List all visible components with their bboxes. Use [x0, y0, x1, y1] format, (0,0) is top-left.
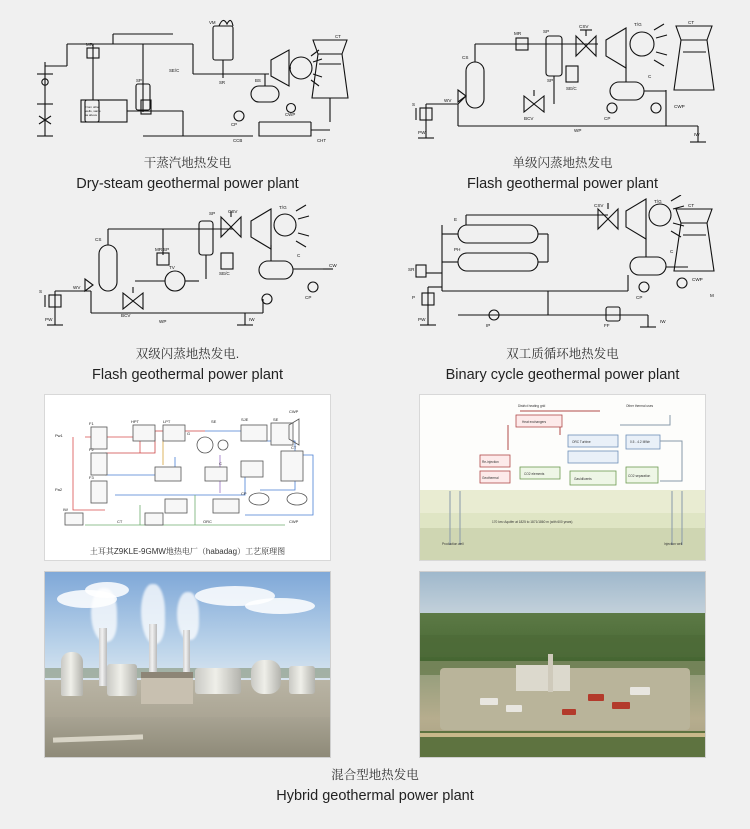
svg-text:CWP: CWP — [284, 112, 295, 117]
svg-text:S: S — [411, 102, 415, 107]
caption-cn: 单级闪蒸地热发电 — [512, 156, 613, 170]
svg-text:FF: FF — [603, 323, 610, 329]
svg-text:Pa2: Pa2 — [55, 487, 63, 493]
svg-text:MR: MR — [154, 247, 162, 253]
svg-text:CP: CP — [241, 491, 247, 497]
svg-text:T/G: T/G — [653, 199, 662, 205]
svg-text:IW: IW — [248, 317, 255, 323]
svg-text:G: G — [187, 431, 191, 437]
svg-text:CWP: CWP — [289, 409, 299, 415]
caption-cn: 双工质循环地热发电 — [506, 347, 619, 362]
svg-text:S: S — [38, 289, 42, 295]
svg-text:MR: MR — [513, 31, 521, 36]
svg-text:From other: From other — [84, 105, 100, 109]
svg-text:SP: SP — [162, 247, 169, 253]
svg-text:CWP: CWP — [289, 519, 299, 525]
svg-text:CS: CS — [461, 55, 468, 60]
caption-single-flash — [375, 154, 750, 195]
double-flash-diagram — [23, 195, 353, 345]
svg-text:Pw1: Pw1 — [55, 433, 63, 439]
svg-text:CP: CP — [230, 122, 237, 127]
svg-text:CP: CP — [635, 295, 642, 301]
svg-text:Geothermal: Geothermal — [482, 476, 499, 481]
svg-text:CSV: CSV — [227, 209, 237, 215]
svg-text:IW: IW — [63, 507, 68, 513]
caption-en: Dry-steam geothermal power plant — [76, 176, 299, 193]
svg-text:SJE: SJE — [241, 417, 249, 423]
dry-steam-svg — [23, 4, 353, 154]
caption-en: Flash geothermal power plant — [91, 367, 284, 384]
svg-text:F2: F2 — [89, 447, 94, 453]
double-flash-svg — [23, 195, 353, 345]
svg-text:WP: WP — [158, 319, 166, 325]
svg-text:CS: CS — [94, 237, 101, 243]
svg-text:170 km² Aquifer at 1825 to 187: 170 km² Aquifer at 1825 to 1871/1860 m (with 600 years) — [492, 520, 573, 525]
svg-text:SP: SP — [542, 29, 549, 34]
svg-text:CP: CP — [603, 116, 610, 121]
svg-text:PW: PW — [44, 317, 52, 323]
svg-text:PW: PW — [417, 130, 425, 135]
svg-text:WV: WV — [443, 98, 451, 103]
svg-text:C: C — [296, 253, 300, 259]
panel-binary-cycle — [375, 195, 750, 386]
svg-text:CT: CT — [117, 519, 123, 525]
caption-double-flash — [0, 345, 375, 386]
dry-steam-diagram — [23, 4, 353, 154]
svg-text:E: E — [453, 217, 457, 223]
svg-text:LPT: LPT — [163, 419, 171, 425]
svg-text:SE: SE — [273, 417, 279, 423]
hybrid-schematic-caption: 土耳其Z9KLE-9GMW地热电厂（habadag）工艺原理图 — [89, 547, 286, 557]
svg-text:WP: WP — [573, 128, 581, 133]
svg-text:M: M — [709, 293, 714, 299]
svg-text:IP: IP — [485, 323, 490, 329]
svg-text:C: C — [647, 74, 651, 79]
svg-text:SE/C: SE/C — [218, 271, 230, 277]
svg-text:F1: F1 — [89, 421, 94, 427]
svg-text:SP: SP — [546, 78, 553, 83]
svg-text:Gas/diluents: Gas/diluents — [574, 477, 592, 482]
svg-text:Production well: Production well — [442, 542, 464, 547]
hybrid-schematic-svg — [45, 395, 330, 560]
svg-text:CCB: CCB — [232, 138, 242, 143]
orc-schematic-svg — [420, 395, 705, 560]
svg-text:C: C — [219, 461, 222, 467]
caption-hybrid — [0, 766, 750, 807]
svg-text:CP: CP — [304, 295, 311, 301]
caption-cn: 双级闪蒸地热发电. — [135, 347, 240, 362]
svg-text:Re-injection: Re-injection — [482, 460, 499, 465]
panel-dry-steam — [0, 4, 375, 195]
svg-text:CT: CT — [291, 445, 297, 451]
svg-text:BCV: BCV — [120, 313, 130, 319]
svg-text:CSV: CSV — [578, 24, 588, 29]
svg-text:ORC Turbine: ORC Turbine — [572, 440, 591, 445]
svg-text:Other thermal uses: Other thermal uses — [626, 404, 654, 409]
svg-text:CT: CT — [334, 34, 341, 39]
svg-text:SE: SE — [211, 419, 217, 425]
svg-text:CT: CT — [687, 203, 694, 209]
orc-schematic-image — [419, 394, 706, 561]
svg-text:BS: BS — [254, 78, 261, 83]
panel-orc-schematic — [375, 386, 750, 561]
svg-text:as above: as above — [84, 113, 97, 117]
single-flash-svg — [398, 4, 728, 154]
panel-double-flash — [0, 195, 375, 386]
svg-text:CO2 separation: CO2 separation — [628, 474, 651, 479]
svg-text:CWP: CWP — [691, 277, 703, 283]
binary-cycle-svg — [398, 195, 728, 345]
caption-en: Hybrid geothermal power plant — [276, 788, 474, 805]
svg-text:HPT: HPT — [131, 419, 139, 425]
svg-text:CSV: CSV — [593, 203, 603, 209]
svg-text:CHT: CHT — [316, 138, 326, 143]
svg-text:SP: SP — [135, 78, 142, 83]
svg-text:District heating grid: District heating grid — [518, 404, 546, 409]
svg-text:MR: MR — [85, 42, 93, 47]
binary-cycle-diagram — [398, 195, 728, 345]
svg-text:F3: F3 — [89, 475, 94, 481]
svg-text:IW: IW — [693, 132, 700, 137]
panel-photo-plant — [0, 561, 375, 758]
svg-text:SE/C: SE/C — [565, 86, 577, 91]
caption-cn: 干蒸汽地热发电 — [143, 156, 232, 170]
caption-dry-steam — [0, 154, 375, 195]
svg-text:SR: SR — [407, 267, 414, 273]
svg-text:VM: VM — [208, 20, 216, 25]
svg-text:wells, same: wells, same — [84, 109, 101, 113]
svg-text:ORC: ORC — [203, 519, 212, 525]
svg-text:C: C — [669, 249, 673, 255]
svg-text:BCV: BCV — [523, 116, 533, 121]
caption-binary-cycle — [375, 345, 750, 386]
caption-cn: 混合型地热发电 — [331, 768, 419, 783]
svg-text:TV: TV — [168, 265, 175, 271]
svg-text:T/G: T/G — [633, 22, 642, 27]
svg-text:SE/C: SE/C — [168, 68, 179, 73]
svg-text:Heat exchangers: Heat exchangers — [522, 420, 547, 425]
svg-text:CT: CT — [687, 20, 694, 25]
single-flash-diagram — [398, 4, 728, 154]
photo-power-plant — [44, 571, 331, 758]
panel-hybrid-schematic — [0, 386, 375, 561]
panel-photo-drilling — [375, 561, 750, 758]
svg-text:SR: SR — [218, 80, 225, 85]
svg-text:SP: SP — [208, 211, 215, 217]
caption-en: Flash geothermal power plant — [466, 176, 659, 193]
caption-en: Binary cycle geothermal power plant — [445, 367, 680, 384]
svg-text:CWP: CWP — [673, 104, 685, 109]
hybrid-schematic-image — [44, 394, 331, 561]
svg-text:T/G: T/G — [278, 205, 287, 211]
svg-text:PH: PH — [453, 247, 460, 253]
svg-text:CW: CW — [328, 263, 337, 269]
svg-text:WV: WV — [72, 285, 80, 291]
svg-text:0.5 - 4.2 MWe: 0.5 - 4.2 MWe — [630, 440, 650, 445]
photo-drilling-site — [419, 571, 706, 758]
svg-text:IW: IW — [659, 319, 666, 325]
panel-single-flash — [375, 4, 750, 195]
svg-text:P: P — [411, 295, 415, 301]
svg-text:CO2 elements: CO2 elements — [524, 472, 545, 477]
svg-text:Injection well: Injection well — [664, 542, 683, 547]
svg-text:PW: PW — [417, 317, 425, 323]
